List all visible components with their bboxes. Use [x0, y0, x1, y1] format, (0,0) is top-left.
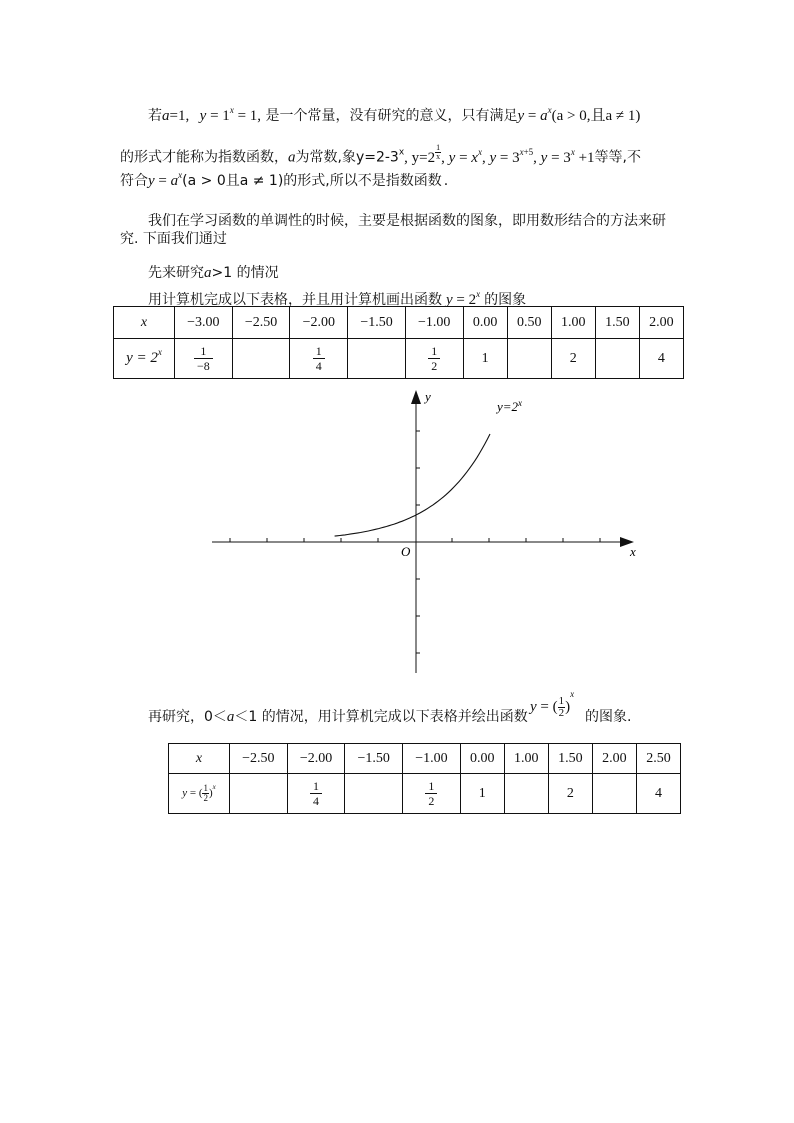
- table1-y-cell: [290, 339, 348, 379]
- table1-y-cell: [348, 339, 406, 379]
- math-a-4: a: [226, 709, 235, 725]
- x-axis-label: x: [630, 544, 636, 559]
- curve-label: $y=2^x$: [497, 398, 523, 414]
- table1-y-cell: 1: [463, 339, 507, 379]
- table1-y-cell: 2: [551, 339, 595, 379]
- table2-y-cell: 1: [460, 774, 504, 814]
- table2-x-cell: 1.00: [504, 744, 548, 774]
- math-ex-2: , y=2 $^{\frac{1}{x}}$ , $y = x^x$, $y = 3^{x+5}$, $y = 3^x +1$: [404, 143, 595, 166]
- table1-x-cell: 1.50: [595, 307, 639, 339]
- table1-y-cell: [232, 339, 290, 379]
- denominator: 2: [431, 359, 438, 373]
- numerator: 1: [425, 780, 437, 794]
- table1-x-cell: −1.50: [348, 307, 406, 339]
- fraction: [425, 780, 437, 807]
- para2: [120, 144, 641, 167]
- table2-x-cell: −1.00: [403, 744, 461, 774]
- table2-y-cell: 2: [548, 774, 592, 814]
- math-y-half-x: y = ( $\frac{1}{2}$ )$^x$: [530, 689, 575, 720]
- para7: [148, 706, 528, 726]
- table2-x-cell: −2.00: [287, 744, 345, 774]
- para5: [148, 262, 279, 282]
- math-y-ax: $y = a^x$: [517, 105, 552, 124]
- table2-x-cell: 2.50: [636, 744, 680, 774]
- numerator: 1: [194, 345, 213, 359]
- para3: [120, 170, 448, 190]
- table1-y-cell: [507, 339, 551, 379]
- graph-2x: [200, 385, 645, 675]
- para3-text-2: (a > 0且a ≠ 1)的形式,所以不是指数函数: [182, 173, 442, 189]
- para1-text-1: 若: [148, 108, 162, 124]
- y-axis-arrow: [411, 390, 421, 404]
- denominator: 4: [313, 794, 320, 808]
- table1-y-cell: [595, 339, 639, 379]
- table2-y-cell: [345, 774, 403, 814]
- table1-x-cell: 0.00: [463, 307, 507, 339]
- table-header-x: x: [114, 307, 175, 339]
- fraction: [428, 345, 440, 372]
- table2-y-cell: [504, 774, 548, 814]
- denominator: 2: [428, 794, 435, 808]
- y-axis-label: y: [425, 389, 431, 404]
- table1-y-cell: 4: [639, 339, 683, 379]
- para7-text-2: ＜1 的情况，用计算机完成以下表格并绘出函数: [234, 709, 528, 725]
- para1-text-2: =1,: [169, 108, 190, 124]
- para5-text-2: >1 的情况: [211, 265, 279, 281]
- math-y-ax-2: $y = a^x$: [148, 170, 183, 189]
- table1-x-cell: −3.00: [175, 307, 233, 339]
- denominator: 4: [315, 359, 322, 373]
- table2-x-cell: 1.50: [548, 744, 592, 774]
- table-row-x: [114, 307, 684, 339]
- table1-y-cell: [405, 339, 463, 379]
- math-a: a: [162, 108, 170, 124]
- table1-x-cell: 1.00: [551, 307, 595, 339]
- table1-x-cell: −2.50: [232, 307, 290, 339]
- math-a-2: a: [288, 149, 296, 166]
- para6-text-2: 的图象: [484, 292, 527, 308]
- table2-row-y: [169, 774, 681, 814]
- math-a-3: a: [204, 265, 212, 281]
- para1-text-3: 是一个常量，没有研究的意义，只有满足: [265, 108, 518, 124]
- table2-y-cell: [287, 774, 345, 814]
- table2-x-cell: −1.50: [345, 744, 403, 774]
- table2-x-cell: 0.00: [460, 744, 504, 774]
- fraction: [310, 780, 322, 807]
- para1: [148, 104, 640, 125]
- table2-y-cell: 4: [636, 774, 680, 814]
- table2-y-cell: [230, 774, 288, 814]
- table1-x-cell: 0.50: [507, 307, 551, 339]
- numerator: 1: [428, 345, 440, 359]
- para1-cond: (a > 0,且a ≠ 1): [551, 108, 641, 124]
- para3-dot: .: [443, 173, 449, 189]
- para5-text-1: 先来研究: [148, 265, 204, 281]
- fraction: [313, 345, 325, 372]
- table1-x-cell: −2.00: [290, 307, 348, 339]
- para2-examples: y=2-3: [355, 149, 399, 166]
- value-table-2x: [113, 306, 684, 379]
- exp-x-1: x: [398, 147, 405, 158]
- numerator: 1: [313, 345, 325, 359]
- table2-x-cell: −2.50: [230, 744, 288, 774]
- para2-text-3: 等等,: [594, 149, 627, 166]
- para2-text-1: 的形式才能称为指数函数，: [120, 149, 288, 166]
- table2-row-x: [169, 744, 681, 774]
- value-table-half-x: [168, 743, 681, 814]
- origin-label: O: [401, 544, 411, 559]
- table-row-y: [114, 339, 684, 379]
- numerator: 1: [310, 780, 322, 794]
- para4-line1: 我们在学习函数的单调性的时候，主要是根据函数的图象，即用数形结合的方法来研: [148, 213, 666, 229]
- table-header-y: $y = 2^x$: [114, 339, 175, 379]
- para2-text-4: 不: [626, 149, 641, 166]
- table2-header-y: y = ( $\frac{1}{2}$ )$^x$: [169, 774, 230, 814]
- curve-2x: [335, 434, 490, 536]
- para3-text-1: 符合: [120, 173, 148, 189]
- para4-line2: 究. 下面我们通过: [120, 231, 227, 247]
- table1-x-cell: 2.00: [639, 307, 683, 339]
- math-y-1x: $y = 1^x = 1$,: [199, 105, 262, 124]
- table2-header-x: x: [169, 744, 230, 774]
- para2-text-2: 为常数,象: [295, 149, 356, 166]
- table1-x-cell: −1.00: [405, 307, 463, 339]
- table1-y-cell: [175, 339, 233, 379]
- para7-text-3: 的图象.: [585, 709, 632, 725]
- para7-text-1: 再研究，0＜: [148, 709, 227, 725]
- table2-y-cell: [592, 774, 636, 814]
- fraction: [194, 345, 213, 372]
- para6-text-1: 用计算机完成以下表格，并且用计算机画出函数: [148, 292, 442, 308]
- table2-x-cell: 2.00: [592, 744, 636, 774]
- denominator: −8: [196, 359, 210, 373]
- math-y-2x: $y = 2^x$: [446, 289, 481, 308]
- table2-y-cell: [403, 774, 461, 814]
